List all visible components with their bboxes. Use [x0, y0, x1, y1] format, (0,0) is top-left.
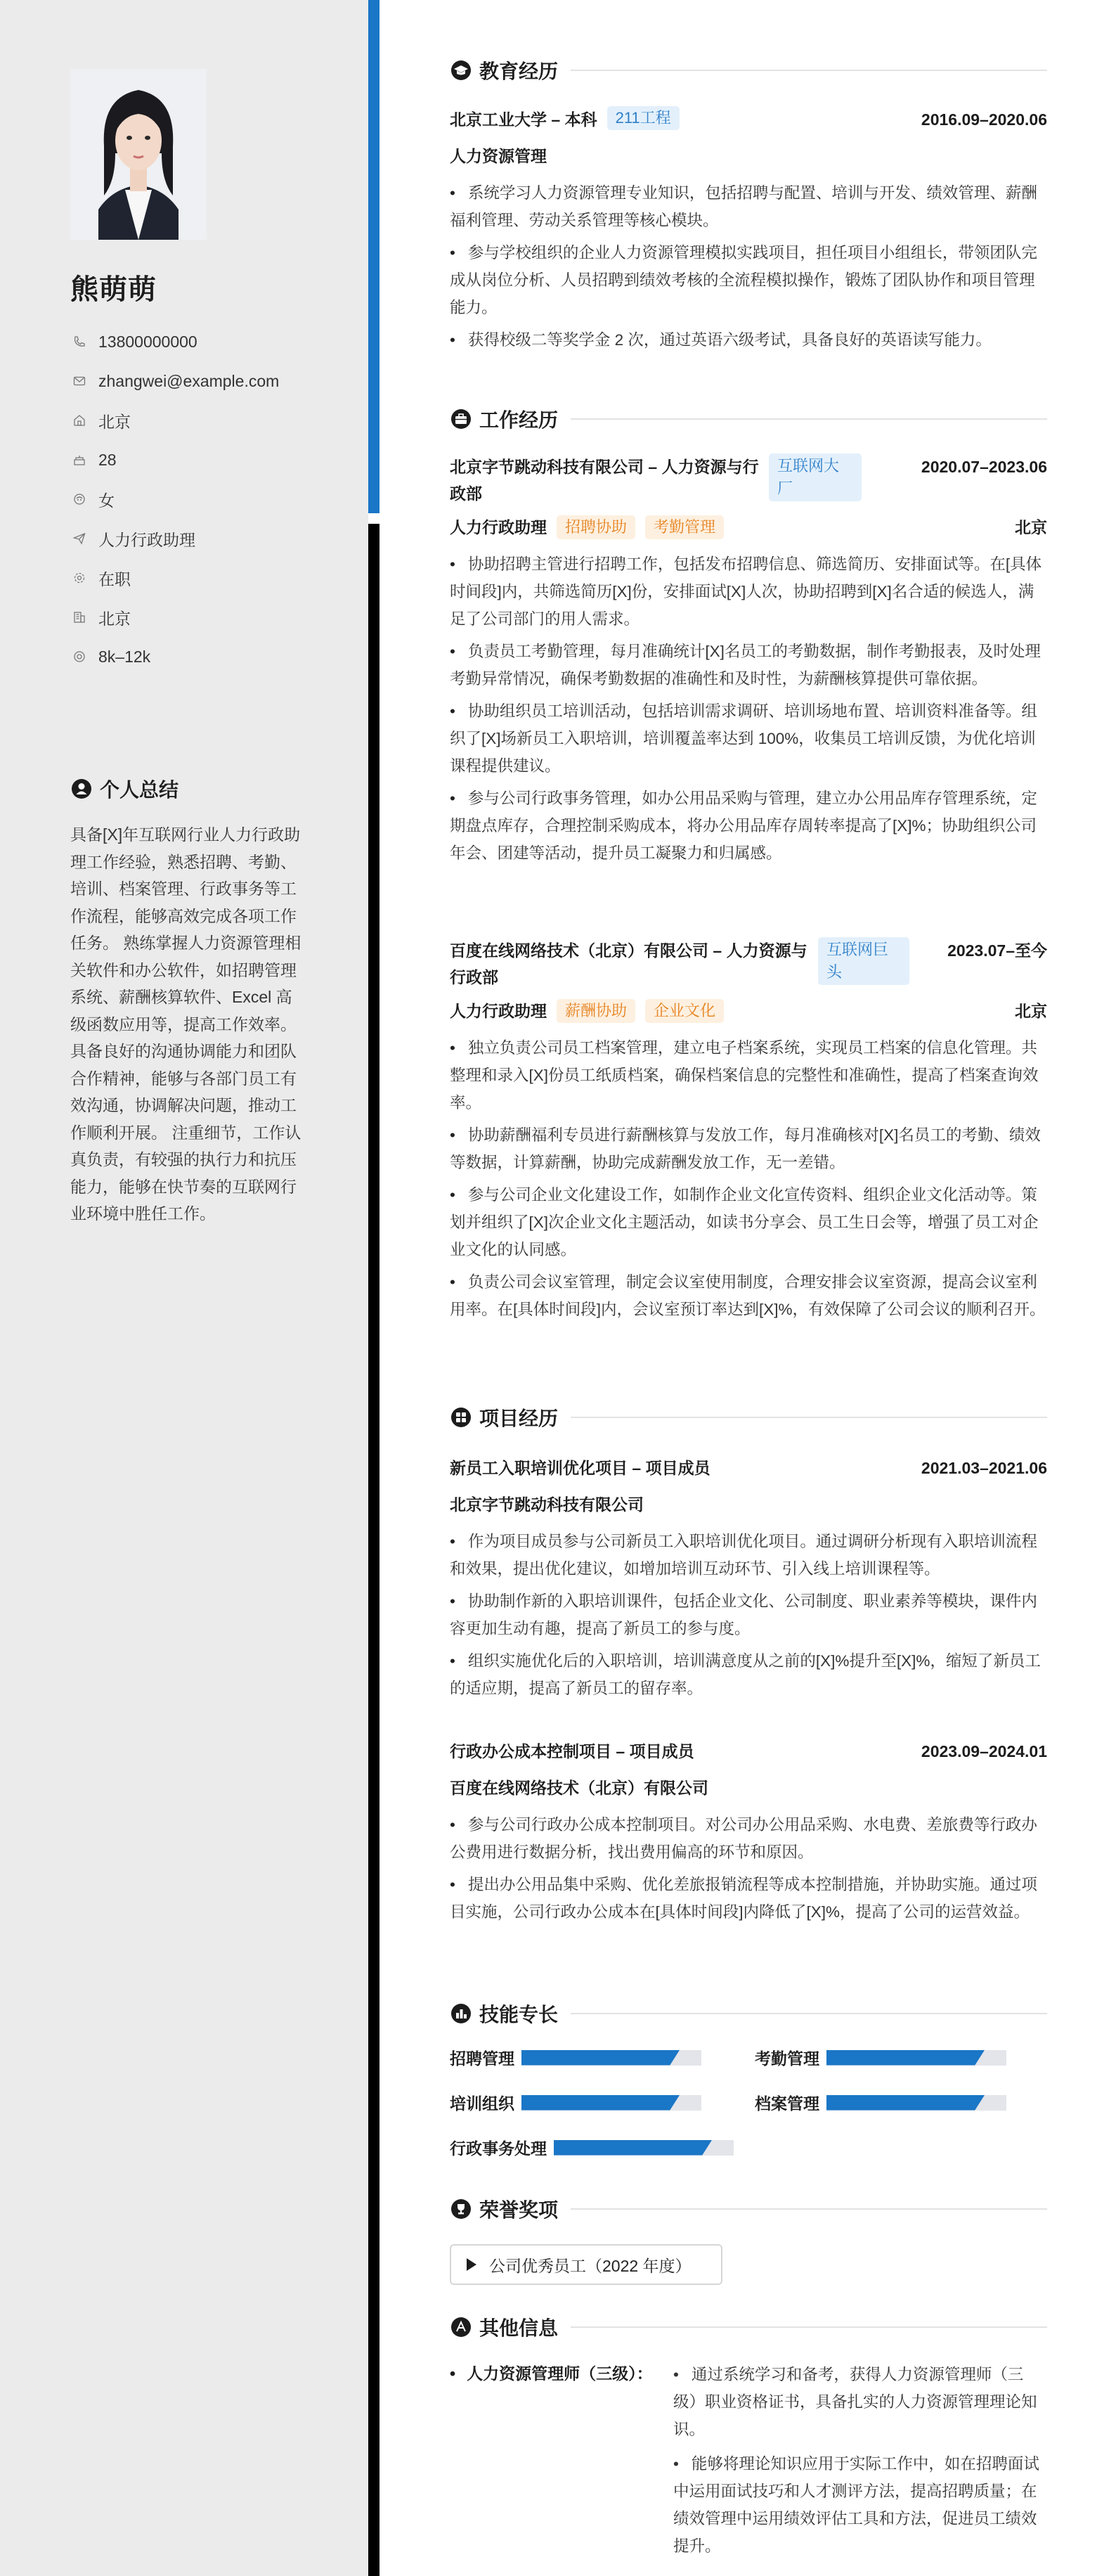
home-icon [70, 411, 89, 430]
skill-bar-fill [554, 2140, 712, 2156]
info-email [70, 361, 337, 401]
section-divider [571, 70, 1047, 71]
briefcase-icon [450, 408, 472, 430]
info-target-job [70, 519, 337, 558]
summary-heading [70, 775, 179, 803]
company-name: 北京字节跳动科技有限公司 – 人力资源与行政部 [450, 458, 759, 503]
job-city: 北京 [1015, 518, 1047, 536]
awards-heading [450, 2195, 1047, 2223]
project-entry [450, 1455, 1047, 1707]
phone-text: 13800000000 [98, 332, 197, 351]
divider-bar [368, 524, 379, 2576]
gender-icon [70, 490, 89, 508]
skill-name: 档案管理 [755, 2094, 819, 2113]
email-text: zhangwei@example.com [98, 371, 280, 390]
info-gender [70, 479, 337, 519]
work-title: 工作经历 [479, 409, 559, 431]
job-bullets [450, 1034, 1047, 1323]
skill-name: 行政事务处理 [450, 2139, 547, 2158]
info-city [70, 401, 337, 440]
info-icon [450, 2316, 472, 2338]
skill-item [755, 2091, 1006, 2114]
major-name: 人力资源管理 [450, 147, 547, 165]
info-age [70, 440, 337, 479]
certificate-label: • 人力资源管理师（三级）： [450, 2361, 653, 2384]
section-divider [571, 1417, 1047, 1418]
summary-text: 具备[X]年互联网行业人力行政助理工作经验，熟悉招聘、考勤、培训、档案管理、行政事务等工作流程，能够高效完成各项工作任务。 熟练掌握人力资源管理相关软件和办公软件，如招聘管理系统、薪酬核算软件、Excel 高级函数应用等，提高工作效率。 具备良好的沟通协调能力和团队合作精神，能够与各部门员工有效沟通，协调解决问题，推动工作顺利开展。 注重细节，工作认真负责，有较强的执行力和抗压能力，能够在快节奏的互联网行业环境中胜任工作。 [70, 825, 301, 1223]
skill-item [450, 2136, 734, 2159]
section-divider [571, 2326, 1047, 2328]
project-period: 2021.03–2021.06 [921, 1459, 1047, 1477]
education-period: 2016.09–2020.06 [921, 110, 1047, 129]
project-period: 2023.09–2024.01 [921, 1742, 1047, 1760]
list-item: • 协助制作新的入职培训课件，包括企业文化、公司制度、职业素养等模块，课件内容更加生动有趣，提高了新员工的参与度。 [450, 1588, 1047, 1642]
skill-bar [521, 2050, 701, 2066]
work-heading [450, 405, 1047, 433]
project-name: 行政办公成本控制项目 – 项目成员 [450, 1742, 694, 1760]
skill-bar [826, 2095, 1006, 2111]
city-text: 北京 [98, 412, 131, 431]
job-period: 2023.07–至今 [947, 941, 1047, 960]
graduation-cap-icon [450, 59, 472, 82]
skill-name: 考勤管理 [755, 2049, 819, 2068]
job-period: 2020.07–2023.06 [921, 458, 1047, 476]
building-icon [70, 608, 89, 626]
award-item[interactable] [450, 2244, 722, 2285]
company-tag: 互联网大厂 [769, 453, 862, 501]
skill-bar [826, 2050, 1006, 2066]
list-item: • 协助薪酬福利专员进行薪酬核算与发放工作，每月准确核对[X]名员工的考勤、绩效等数据，计算薪酬，协助完成薪酬发放工作，无一差错。 [450, 1121, 1047, 1176]
list-item: • 参与公司行政事务管理，如办公用品采购与管理，建立办公用品库存管理系统，定期盘点库存，合理控制采购成本，将办公用品库存周转率提高了[X]%；协助组织公司年会、团建等活动，提升员工凝聚力和归属感。 [450, 785, 1047, 867]
job-tag: 薪酬协助 [557, 999, 635, 1023]
education-bullets [450, 179, 1047, 354]
school-tag: 211工程 [607, 106, 680, 130]
list-item: • 参与学校组织的企业人力资源管理模拟实践项目，担任项目小组组长，带领团队完成从岗位分析、人员招聘到绩效考核的全流程模拟操作，锻炼了团队协作和项目管理能力。 [450, 239, 1047, 321]
info-status [70, 558, 337, 598]
list-item: • 组织实施优化后的入职培训，培训满意度从之前的[X]%提升至[X]%，缩短了新员工的适应期，提高了新员工的留存率。 [450, 1647, 1047, 1702]
status-icon [70, 569, 89, 587]
education-entry [450, 106, 1047, 359]
job-role: 人力行政助理 [450, 518, 547, 536]
salary-text: 8k–12k [98, 647, 151, 666]
skill-item [450, 2046, 701, 2069]
company-tag: 互联网巨头 [818, 937, 909, 985]
skills-heading [450, 1999, 1047, 2028]
cake-icon [70, 451, 89, 469]
coin-icon [70, 648, 89, 666]
project-org: 百度在线网络技术（北京）有限公司 [450, 1779, 708, 1797]
section-divider [571, 418, 1047, 420]
candidate-name: 熊萌萌 [70, 274, 157, 305]
accent-bar [368, 0, 379, 513]
grid-icon [450, 1406, 472, 1429]
target-city-text: 北京 [98, 609, 131, 628]
avatar [70, 69, 207, 240]
list-item: • 系统学习人力资源管理专业知识，包括招聘与配置、培训与开发、绩效管理、薪酬福利管理、劳动关系管理等核心模块。 [450, 179, 1047, 234]
job-tag: 招聘协助 [557, 515, 635, 539]
project-name: 新员工入职培训优化项目 – 项目成员 [450, 1459, 711, 1477]
school-name: 北京工业大学 – 本科 [450, 110, 597, 129]
skill-item [755, 2046, 1006, 2069]
skill-bar [554, 2140, 734, 2156]
status-text: 在职 [98, 569, 131, 588]
section-divider [571, 2208, 1047, 2210]
skill-name: 培训组织 [450, 2094, 514, 2113]
list-item: • 独立负责公司员工档案管理，建立电子档案系统，实现员工档案的信息化管理。共整理和录入[X]份员工纸质档案，确保档案信息的完整性和准确性，提高了档案查询效率。 [450, 1034, 1047, 1116]
list-item: • 获得校级二等奖学金 2 次，通过英语六级考试，具备良好的英语读写能力。 [450, 326, 1047, 354]
awards-title: 荣誉奖项 [479, 2199, 559, 2221]
list-item: • 参与公司行政办公成本控制项目。对公司办公用品采购、水电费、差旅费等行政办公费用进行数据分析，找出费用偏高的环节和原因。 [450, 1811, 1047, 1866]
job-role: 人力行政助理 [450, 1002, 547, 1020]
play-icon [467, 2258, 476, 2271]
skill-item [450, 2091, 701, 2114]
skill-name: 招聘管理 [450, 2049, 514, 2068]
job-tag: 企业文化 [645, 999, 724, 1023]
list-item: • 通过系统学习和备考，获得人力资源管理师（三级）职业资格证书，具备扎实的人力资源管理理论知识。 [673, 2361, 1047, 2443]
project-org: 北京字节跳动科技有限公司 [450, 1495, 644, 1514]
list-item: • 协助组织员工培训活动，包括培训需求调研、培训场地布置、培训资料准备等。组织了[X]场新员工入职培训，培训覆盖率达到 100%，收集员工培训反馈，为优化培训课程提供建议。 [450, 697, 1047, 780]
user-icon [70, 778, 93, 800]
award-text: 公司优秀员工（2022 年度） [489, 2256, 692, 2275]
education-heading [450, 56, 1047, 84]
skill-bar [521, 2095, 701, 2111]
other-title: 其他信息 [479, 2317, 559, 2339]
skill-bar-fill [521, 2050, 680, 2066]
job-bullets [450, 550, 1047, 867]
summary-title: 个人总结 [100, 779, 179, 801]
phone-icon [70, 333, 89, 351]
job-entry [450, 453, 1047, 872]
gender-text: 女 [98, 491, 115, 510]
list-item: • 负责公司会议室管理，制定会议室使用制度，合理安排会议室资源，提高会议室利用率。在[具体时间段]内，会议室预订率达到[X]%，有效保障了公司会议的顺利召开。 [450, 1268, 1047, 1323]
job-tag: 考勤管理 [645, 515, 724, 539]
list-item: • 提出办公用品集中采购、优化差旅报销流程等成本控制措施，并协助实施。通过项目实施，公司行政办公成本在[具体时间段]内降低了[X]%，提高了公司的运营效益。 [450, 1871, 1047, 1926]
bar-chart-icon [450, 2002, 472, 2025]
mail-icon [70, 372, 89, 390]
info-phone [70, 322, 337, 361]
send-icon [70, 529, 89, 548]
section-divider [571, 2013, 1047, 2014]
education-title: 教育经历 [479, 60, 559, 82]
projects-heading [450, 1403, 1047, 1431]
trophy-icon [450, 2198, 472, 2220]
target-job-text: 人力行政助理 [98, 530, 195, 549]
other-heading [450, 2313, 1047, 2341]
certificate-bullets [673, 2361, 1047, 2567]
contact-info-list [70, 322, 337, 676]
skills-title: 技能专长 [479, 2004, 559, 2026]
list-item: • 负责员工考勤管理，每月准确统计[X]名员工的考勤数据，制作考勤报表，及时处理考勤异常情况，确保考勤数据的准确性和及时性，为薪酬核算提供可靠依据。 [450, 638, 1047, 693]
list-item: • 能够将理论知识应用于实际工作中，如在招聘面试中运用面试技巧和人才测评方法，提高招聘质量；在绩效管理中运用绩效评估工具和方法，促进员工绩效提升。 [673, 2450, 1047, 2560]
list-item: • 作为项目成员参与公司新员工入职培训优化项目。通过调研分析现有入职培训流程和效果，提出优化建议，如增加培训互动环节、引入线上培训课程等。 [450, 1528, 1047, 1583]
job-city: 北京 [1015, 1002, 1047, 1020]
age-text: 28 [98, 450, 117, 469]
project-bullets [450, 1528, 1047, 1702]
project-bullets [450, 1811, 1047, 1926]
projects-title: 项目经历 [479, 1408, 559, 1429]
info-salary [70, 637, 337, 676]
skill-bar-fill [521, 2095, 680, 2111]
list-item: • 参与公司企业文化建设工作，如制作企业文化宣传资料、组织企业文化活动等。策划并组织了[X]次企业文化主题活动，如读书分享会、员工生日会等，增强了员工对企业文化的认同感。 [450, 1181, 1047, 1263]
project-entry [450, 1738, 1047, 1931]
info-target-city [70, 598, 337, 637]
skill-bar-fill [826, 2050, 985, 2066]
list-item: • 协助招聘主管进行招聘工作，包括发布招聘信息、筛选简历、安排面试等。在[具体时间段]内，共筛选简历[X]份，安排面试[X]人次，协助招聘到[X]名合适的候选人，满足了公司部门的用人需求。 [450, 550, 1047, 633]
job-entry [450, 937, 1047, 1328]
skill-bar-fill [826, 2095, 985, 2111]
portrait-image [70, 69, 207, 240]
company-name: 百度在线网络技术（北京）有限公司 – 人力资源与行政部 [450, 941, 807, 986]
